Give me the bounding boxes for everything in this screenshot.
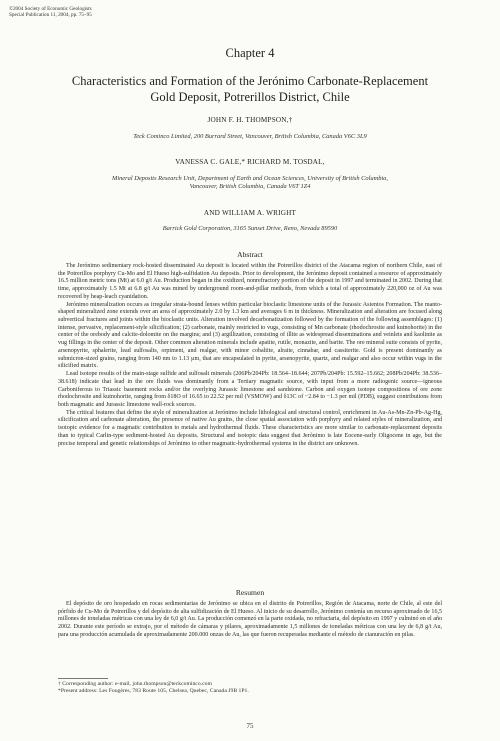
paper-title: [30, 74, 470, 105]
author-affiliation: [30, 133, 470, 141]
abstract-paragraph: The Jerónimo sedimentary rock-hosted disseminated Au deposit is located within the Potrerillos district of the Atacama region of northern Chile, east of the Potrerillos porphyry Cu-Mo and El Hueso high-sulfidation Au deposits. Prior to development, the Jerónimo deposit contained a resource of approximately 16.5 million metric tons (Mt) at 6.0 g/t Au. Production began in the oxidized, nonrefractory portion of the deposit in 1997 and terminated in 2002. During that time, approximately 1.5 Mt at 6.8 g/t Au was mined by underground room-and-pillar methods, from which a total of approximately 220,000 oz of Au was recovered by heap-leach cyanidation.: [58, 263, 442, 300]
resumen-paragraph: El depósito de oro hospedado en rocas sedimentarias de Jerónimo se ubica en el distrito de Potrerillos, Región de Atacama, norte de Chile, al este del pórfido de Cu-Mo de Potrerillos y del depósito de alta sulfidización de El Hueso. Al inicio de su desarrollo, Jerónimo contenía un recurso aproximado de 16,5 millones de toneladas métricas con una ley de 6,0 g/t Au. La producción comenzó en la parte oxidada, no refractaria, del depósito en 1997 y culminó en el año 2002. Durante este período se extrajo, por el método de cámaras y pilares, aproximadamente 1,5 millones de toneladas métricas con una ley de 6,8 g/t Au, para una producción acumulada de aproximadamente 200.000 onzas de Au, las que fueron recuperadas mediante el método de cianuración en pilas.: [58, 601, 442, 638]
journal-header: [9, 6, 92, 19]
copyright-line: ©2004 Society of Economic Geologists: [9, 6, 92, 12]
abstract-paragraph: The critical features that define the style of mineralization at Jerónimo include lithological and structural control, enrichment in Au-As-Mn-Zn-Pb-Ag-Hg, silicification and carbonate alteration, the presence of native Au grains, the close spatial association with porphyry and related styles of mineralization, and isotopic evidence for a magmatic contribution to metals and hydrothermal fluids. These characteristics are more similar to carbonate-replacement deposits than to typical Carlin-type sediment-hosted Au deposits. Structural and isotopic data suggest that Jerónimo is late Eocene-early Oligocene in age, but the precise temporal and genetic relationships of Jerónimo to other magmatic-hydrothermal systems in the district are unknown.: [58, 409, 442, 447]
affiliation-line: Vancouver, British Columbia, Canada V6T 1Z4: [189, 183, 311, 191]
footnote-present-address: *Present address: Les Fougères, 783 Route 105, Chelsea, Quebec, Canada J9B 1P1.: [58, 688, 249, 694]
footnotes: [58, 681, 442, 695]
resumen-body: [58, 601, 442, 640]
abstract-body: [58, 263, 442, 448]
affiliation-line: Teck Cominco Limited, 200 Burrard Street, Vancouver, British Columbia, Canada V6C 3L9: [133, 133, 367, 140]
title-line-1: Characteristics and Formation of the Jerónimo Carbonate-Replacement: [71, 74, 429, 88]
author-names: JOHN F. H. THOMPSON,†: [207, 116, 293, 124]
chapter-heading: Chapter 4: [225, 46, 275, 60]
affiliation-line: Mineral Deposits Research Unit, Department of Earth and Ocean Sciences, University of British Columbia,: [112, 175, 388, 182]
page-number: 75: [246, 722, 254, 730]
abstract-paragraph: Jerónimo mineralization occurs as irregular strata-bound lenses within particular bioclastic limestone units of the Jurassic Asientos Formation. The manto-shaped mineralized zone extends over an area of approximately 2.0 by 1.3 km and averages 6 m in thickness. Mineralization and alteration are focused along subvertical fractures and joints within the bioclastic units. Alteration involved decarbonatization followed by the formation of the following assemblages: (1) intense, pervasive, replacement-style silicification; (2) carbonate, mainly restricted to vugs, consisting of Mn carbonate (rhodochrosite and kutnohorite) in the center of the orebody and calcite-dolomite on the margins; and (3) argillization, consisting of illite as widespread disseminations and veinlets and kaolinite as vug fillings in the center of the deposit. Other common alteration minerals include apatite, rutile, monazite, and barite. The ore mineral suite consists of pyrite, arsenopyrite, sphalerite, lead sulfosalts, orpiment, and realgar, with minor cobaltite, alraite, cinnabar, and cassiterite. Gold is present dominantly as submicron-sized grains, ranging from 140 nm to 1.13 µm, that are encapsulated in pyrite, arsenopyrite, quartz, and realgar and also occur within vugs in the silicified matrix.: [58, 301, 442, 370]
footnote-divider: [58, 678, 108, 679]
author-affiliation: [30, 225, 470, 233]
abstract-paragraph: Lead isotope results of the main-stage sulfide and sulfosalt minerals (206Pb/204Pb: 18.564–18.644; 207Pb/204Pb: 15.592–15.662; 208Pb/204Pb: 38.536–38.618) indicate that lead in the ore fluids was dominantly from a Tertiary magmatic source, with input from a more radiogenic source—igneous Carboniferous to Triassic basement rocks and/or the overlying Jurassic limestone and sandstone. Carbon and oxygen isotope compositions of ore zone rhodochrosite and kutnohorite, ranging from δ18O of 16.65 to 22.52 per mil (VSMOW) and δ13C of −2.84 to −1.3 per mil (PDB), suggest contributions from both magmatic and Jurassic limestone wall-rock sources.: [58, 371, 442, 408]
abstract-heading: Abstract: [237, 250, 263, 259]
resumen-heading: Resumen: [235, 588, 265, 597]
footnote-corresponding-author: † Corresponding author: e-mail, john.thompson@teckcominco.com: [58, 681, 212, 687]
author-names: VANESSA C. GALE,* RICHARD M. TOSDAL,: [175, 158, 325, 166]
affiliation-line: Barrick Gold Corporation, 3165 Sunset Drive, Reno, Nevada 89590: [162, 225, 338, 232]
author-names: AND WILLIAM A. WRIGHT: [203, 209, 297, 217]
title-line-2: Gold Deposit, Potrerillos District, Chile: [150, 89, 350, 104]
author-affiliation: [30, 175, 470, 192]
publication-line: Special Publication 11, 2004, pp. 75–95: [9, 12, 92, 19]
